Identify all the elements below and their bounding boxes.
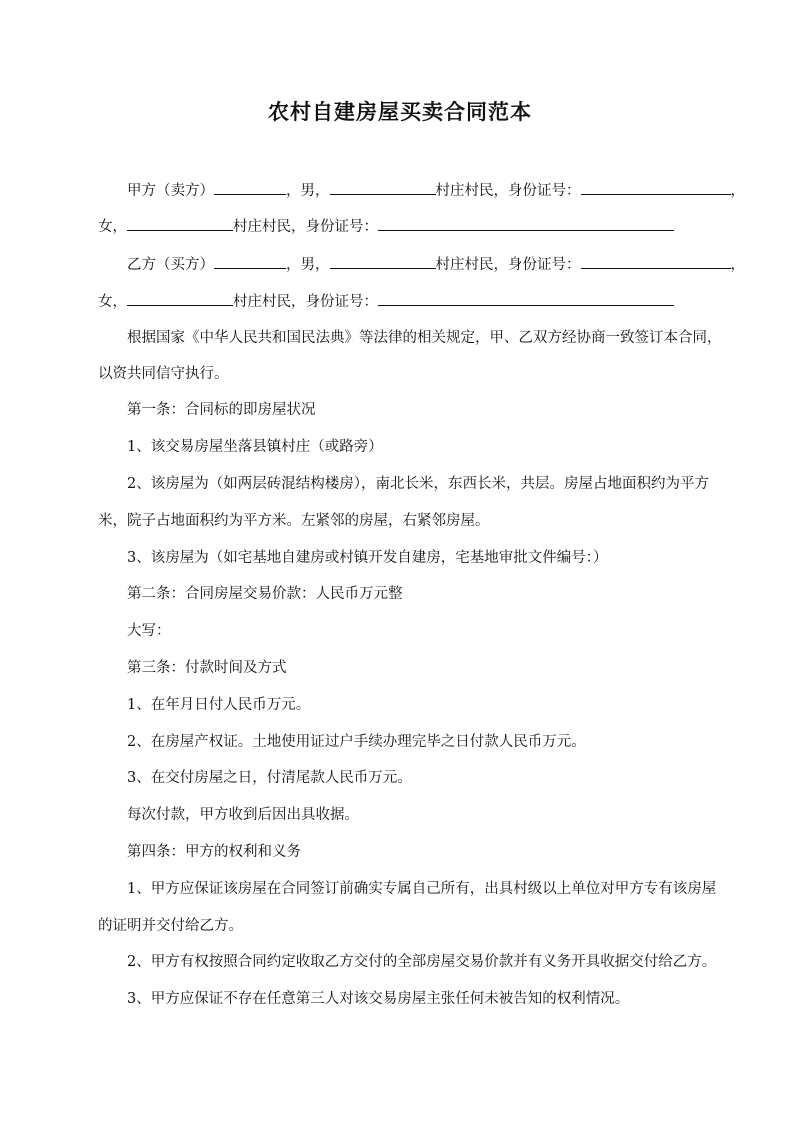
party-b-id-blank — [581, 254, 731, 269]
party-a-comma: ， — [730, 183, 745, 199]
page-title: 农村自建房屋买卖合同范本 — [268, 99, 532, 124]
clause-heading: 第三条：付款时间及方式 — [127, 660, 287, 676]
paragraph-line: 1、甲方应保证该房屋在合同签订前确实专属自己所有，出具村级以上单位对甲方专有该房屋 — [127, 881, 717, 897]
clause-heading: 第二条：合同房屋交易价款：人民币万元整 — [127, 586, 403, 602]
party-a-line-2 — [98, 216, 712, 237]
party-b-line-1 — [98, 254, 745, 275]
party-b-label: 乙方（买方） — [127, 257, 214, 273]
party-b-spouse-village-label: 村庄村民，身份证号： — [233, 294, 378, 310]
party-a-id-blank — [581, 180, 731, 195]
party-b-village-label: 村庄村民，身份证号： — [435, 257, 581, 273]
female-label: 女， — [98, 219, 127, 235]
party-a-spouse-village-label: 村庄村民，身份证号： — [233, 219, 378, 235]
clause-heading: 第四条：甲方的权利和义务 — [127, 844, 301, 860]
party-b-gender: ，男， — [286, 257, 330, 273]
paragraph-line: 3、该房屋为（如宅基地自建房或村镇开发自建房，宅基地审批文件编号：） — [127, 550, 608, 566]
paragraph-line: 2、在房屋产权证。土地使用证过户手续办理完毕之日付款人民币万元。 — [127, 734, 586, 750]
party-b-line-2 — [98, 291, 712, 312]
paragraph-line: 3、在交付房屋之日，付清尾款人民币万元。 — [127, 770, 412, 786]
party-a-village-label: 村庄村民，身份证号： — [435, 183, 581, 199]
party-b-spouse-village-blank — [127, 291, 233, 306]
paragraph-line: 2、甲方有权按照合同约定收取乙方交付的全部房屋交易价款并有义务开具收据交付给乙方。 — [127, 954, 717, 970]
party-a-line-1 — [98, 180, 745, 201]
paragraph-line: 1、该交易房屋坐落县镇村庄（或路旁） — [127, 439, 383, 455]
party-a-name-blank — [214, 180, 286, 195]
female-label: 女， — [98, 294, 127, 310]
paragraph-line: 的证明并交付给乙方。 — [98, 918, 243, 934]
party-b-name-blank — [214, 254, 286, 269]
party-b-comma: ， — [730, 257, 745, 273]
party-a-spouse-village-blank — [127, 216, 233, 231]
paragraph-line: 每次付款，甲方收到后因出具收据。 — [127, 807, 359, 823]
paragraph-line: 米，院子占地面积约为平方米。左紧邻的房屋，右紧邻房屋。 — [98, 513, 490, 529]
party-b-spouse-id-blank — [378, 291, 674, 306]
paragraph-line: 根据国家《中华人民共和国民法典》等法律的相关规定，甲、乙双方经协商一致签订本合同， — [127, 330, 722, 346]
party-a-label: 甲方（卖方） — [127, 183, 214, 199]
paragraph-line: 1、在年月日付人民币万元。 — [127, 697, 311, 713]
paragraph-line: 2、该房屋为（如两层砖混结构楼房），南北长米，东西长米，共层。房屋占地面积约为平方 — [127, 476, 709, 492]
paragraph-line: 3、甲方应保证不存在任意第三人对该交易房屋主张任何未被告知的权利情况。 — [127, 991, 630, 1007]
party-a-village-blank — [330, 180, 436, 195]
paragraph-line: 以资共同信守执行。 — [98, 366, 229, 382]
party-a-gender: ，男， — [286, 183, 330, 199]
paragraph-line: 大写： — [127, 623, 171, 639]
clause-heading: 第一条：合同标的即房屋状况 — [127, 402, 316, 418]
party-a-spouse-id-blank — [378, 216, 674, 231]
party-b-village-blank — [330, 254, 436, 269]
